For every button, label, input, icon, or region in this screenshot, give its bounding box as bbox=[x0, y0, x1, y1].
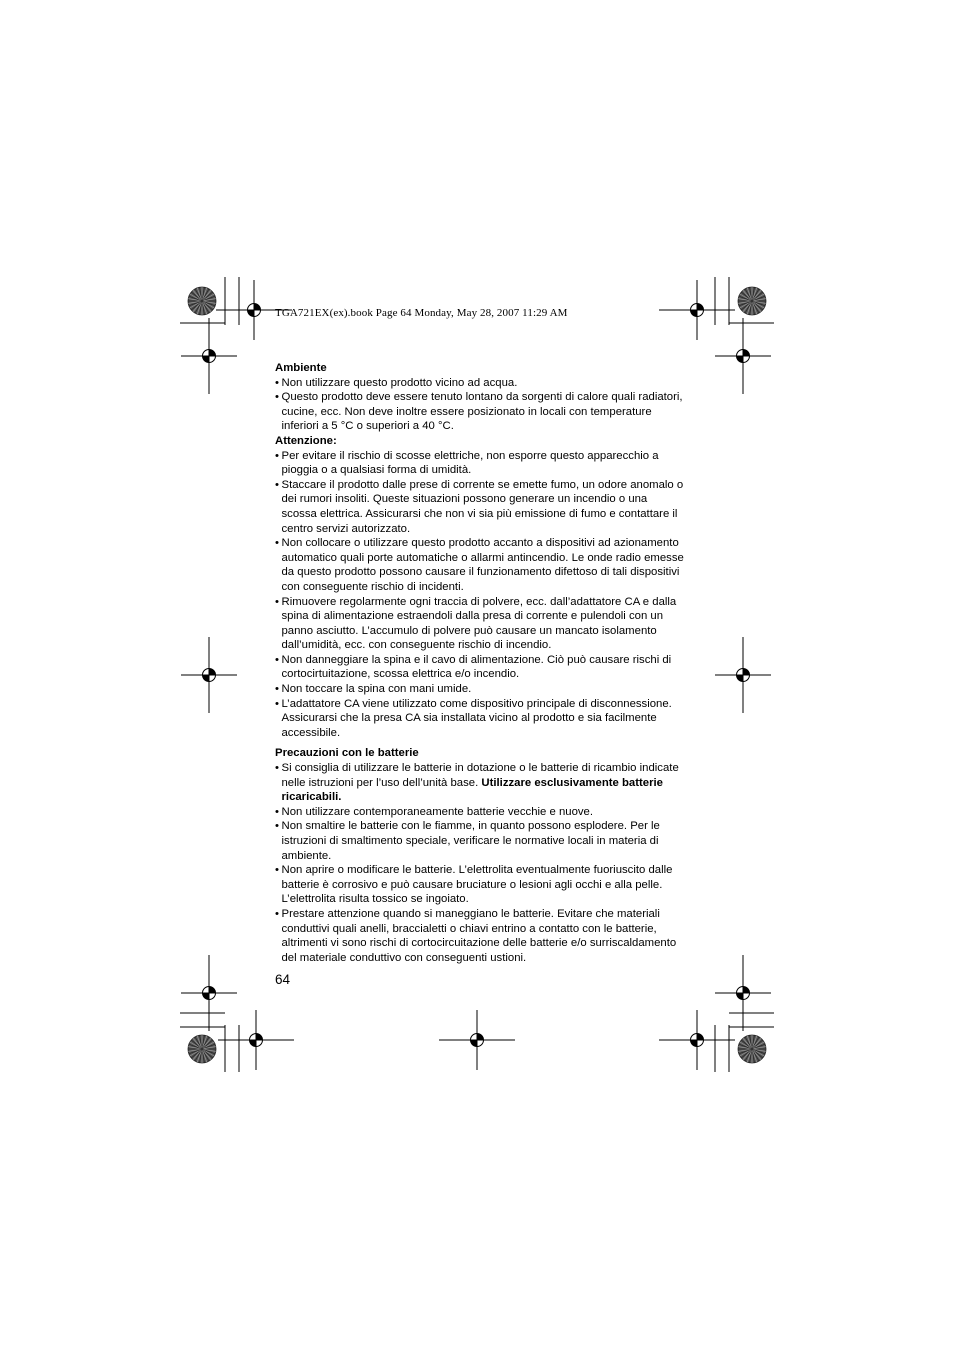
registration-target-icon bbox=[218, 1010, 294, 1070]
section-heading-attenzione: Attenzione: bbox=[275, 434, 337, 447]
registration-target-icon bbox=[715, 318, 771, 394]
color-wheel-icon bbox=[188, 287, 216, 315]
page-number: 64 bbox=[275, 972, 291, 987]
color-wheel-icon bbox=[738, 287, 766, 315]
file-header: TGA721EX(ex).book Page 64 Monday, May 28, 2007 11:29 AM bbox=[275, 307, 568, 319]
list-item: • Non toccare la spina con mani umide. bbox=[275, 682, 685, 697]
section-heading-ambiente: Ambiente bbox=[275, 362, 327, 374]
registration-target-icon bbox=[181, 637, 237, 713]
list-item: • Non utilizzare questo prodotto vicino ad acqua. bbox=[275, 376, 685, 391]
registration-target-icon bbox=[181, 318, 237, 394]
list-item: • Prestare attenzione quando si maneggiano le batterie. Evitare che materiali conduttivi quali anelli, braccialetti o chiavi entrino a contatto con le batterie, altrimenti vi sono rischi di cortocircuitazione delle batterie e/o surriscaldamento del materiale conduttivo con conseguenti ustioni. bbox=[275, 907, 685, 965]
registration-target-icon bbox=[659, 1010, 735, 1070]
list-item: • Staccare il prodotto dalle prese di corrente se emette fumo, un odore anomalo o dei rumori insoliti. Queste situazioni possono generare un incendio o una scossa elettrica. Assicurarsi che non vi sia più emissione di fumo e contattare il centro servizi autorizzato. bbox=[275, 478, 685, 536]
list-item: • Per evitare il rischio di scosse elettriche, non esporre questo apparecchio a pioggia o a qualsiasi forma di umidità. bbox=[275, 449, 685, 478]
registration-target-icon bbox=[659, 280, 735, 340]
list-item: • Non collocare o utilizzare questo prodotto accanto a dispositivi ad azionamento automatico quali porte automatiche o allarmi antincendio. Le onde radio emesse da questo prodotto possono causare il funzionamento difettoso di tali dispositivi con conseguente rischio di incidenti. bbox=[275, 536, 685, 594]
list-item bbox=[275, 761, 685, 805]
list-item-emphasis: Utilizzare esclusivamente batterie ricaricabili. bbox=[281, 776, 663, 804]
registration-target-icon bbox=[715, 955, 771, 1031]
list-item: • Non aprire o modificare le batterie. L’elettrolita eventualmente fuoriuscito dalle batterie è corrosivo e può causare bruciature o lesioni agli occhi e alla pelle. L’elettrolita risulta tossico se ingoiato. bbox=[275, 863, 685, 907]
section-heading-batterie: Precauzioni con le batterie bbox=[275, 747, 419, 760]
color-wheel-icon bbox=[738, 1035, 766, 1063]
document-body bbox=[275, 361, 685, 965]
list-item-text: Si consiglia di utilizzare le batterie in dotazione o le batterie di ricambio indicate nelle istruzioni per l’uso dell’unità base. bbox=[281, 762, 679, 789]
attenzione-list bbox=[275, 449, 685, 741]
list-item: • Rimuovere regolarmente ogni traccia di polvere, ecc. dall’adattatore CA e dalla spina di alimentazione estraendoli dalla presa di corrente e pulendoli con un panno asciutto. L’accumulo di polvere può causare un mancato isolamento dall’umidità, ecc. con conseguente rischio di incendio. bbox=[275, 595, 685, 653]
list-item: • Non utilizzare contemporaneamente batterie vecchie e nuove. bbox=[275, 805, 685, 820]
registration-target-icon bbox=[715, 637, 771, 713]
list-item: • L’adattatore CA viene utilizzato come dispositivo principale di disconnessione. Assicurarsi che la presa CA sia installata vicino al prodotto e sia facilmente accessibile. bbox=[275, 697, 685, 741]
list-item: • Questo prodotto deve essere tenuto lontano da sorgenti di calore quali radiatori, cucine, ecc. Non deve inoltre essere posizionato in locali con temperature inferiori a 5 °C o superiori a 40 °C. bbox=[275, 390, 685, 434]
color-wheel-icon bbox=[188, 1035, 216, 1063]
registration-target-icon bbox=[181, 955, 237, 1031]
registration-target-icon bbox=[439, 1010, 515, 1070]
list-item: • Non danneggiare la spina e il cavo di alimentazione. Ciò può causare rischi di cortocirtuitazione, scossa elettrica e/o incendio. bbox=[275, 653, 685, 682]
ambiente-list bbox=[275, 376, 685, 434]
list-item: • Non smaltire le batterie con le fiamme, in quanto possono esplodere. Per le istruzioni di smaltimento speciale, verificare le normative locali in materia di ambiente. bbox=[275, 819, 685, 863]
batterie-list bbox=[275, 761, 685, 965]
